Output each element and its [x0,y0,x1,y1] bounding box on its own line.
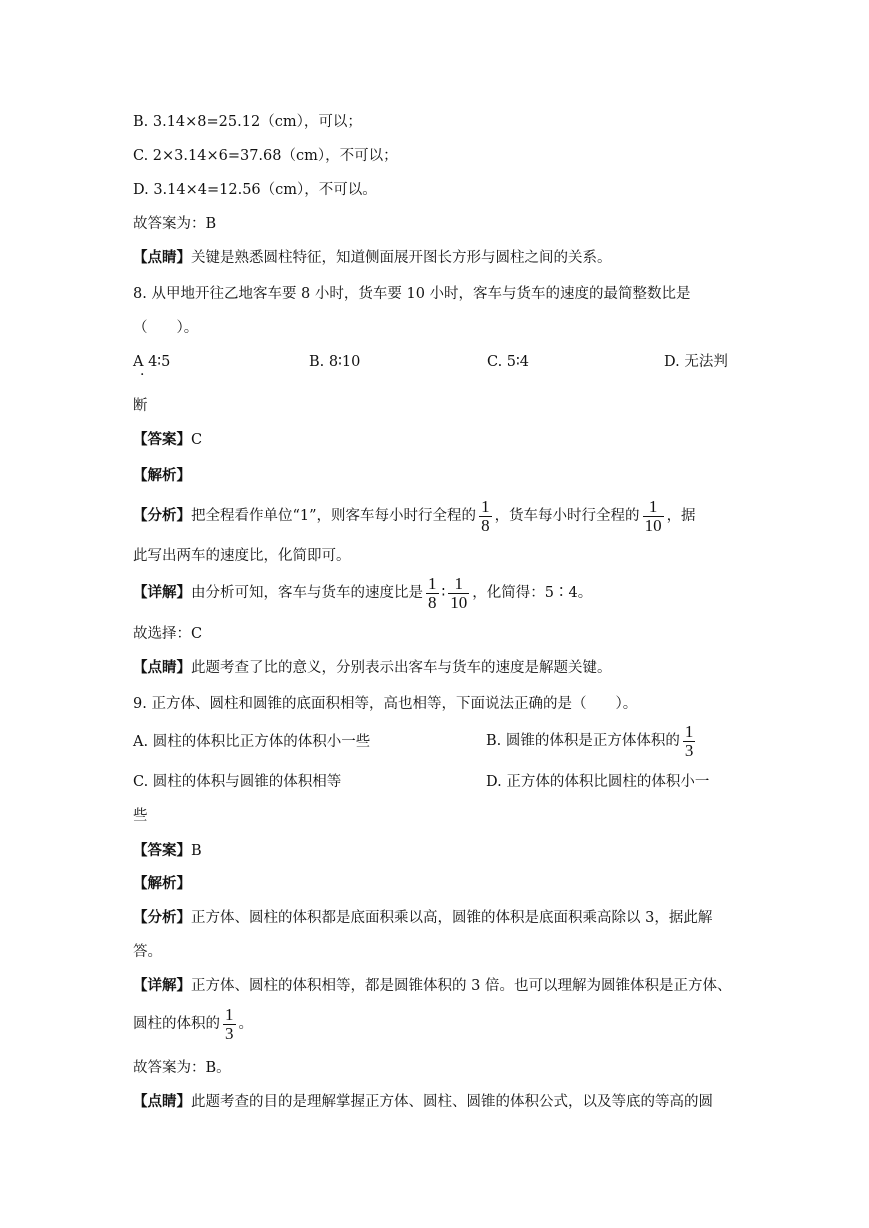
q9-dianjing [133,1092,713,1112]
q9-option-d-wrap: 些 [133,808,148,824]
q8-option-d-wrap: 断 [133,398,148,414]
fraction-numerator: 1 [448,575,469,594]
fenxi-text: 正方体、圆柱的体积都是底面积乘以高，圆锥的体积是底面积乘高除以 3，据此解 [191,910,713,926]
q8-jiexi [133,466,191,486]
answer-tag: 【答案】 [133,431,191,448]
dianjing-text: 此题考查的目的是理解掌握正方体、圆柱、圆锥的体积公式，以及等底的等高的圆 [191,1094,713,1110]
q8-fenxi-line2: 此写出两车的速度比，化简即可。 [133,548,351,564]
q7-option-b-calc: B. 3.14×8=25.12（cm），可以； [133,114,362,130]
fraction-1-8 [426,575,439,612]
q7-option-d-calc: D. 3.14×4=12.56（cm），不可以。 [133,182,377,198]
q7-option-c-calc: C. 2×3.14×6=37.68（cm），不可以； [133,148,398,164]
ratio-colon: ∶ [441,585,446,601]
q9-answer-line: 故答案为：B。 [133,1060,231,1076]
q8-answer [133,430,202,450]
xiangjie-text-2: ，化简得：5∶4。 [472,585,593,601]
q9-option-b-text: B. 圆锥的体积是正方体体积的 [486,733,680,749]
q7-answer-line: 故答案为：B [133,216,217,232]
q7-dianjing [133,248,612,268]
q8-dianjing [133,658,612,678]
dianjing-text: 关键是熟悉圆柱特征，知道侧面展开图长方形与圆柱之间的关系。 [191,250,612,266]
fraction-denominator: 10 [450,592,468,612]
xiangjie-text-1: 由分析可知，客车与货车的速度比是 [191,585,423,601]
q8-xiangjie [133,574,592,612]
dianjing-tag: 【点睛】 [133,249,191,266]
xiangjie-text-2: 圆柱的体积的 [133,1016,220,1032]
q8-stem-line2: （ ）。 [133,320,199,336]
fraction-1-3 [683,723,696,760]
q9-option-a: A. 圆柱的体积比正方体的体积小一些 [133,734,371,750]
fraction-numerator: 1 [481,496,490,516]
fraction-numerator: 1 [684,721,694,741]
q9-jiexi [133,874,191,894]
jiexi-tag: 【解析】 [133,875,191,892]
fenxi-tag: 【分析】 [133,909,191,926]
q9-stem: 9. 正方体、圆柱和圆锥的底面积相等，高也相等，下面说法正确的是（ ）。 [133,696,638,712]
q9-fenxi-line1 [133,908,712,928]
q9-option-c: C. 圆柱的体积与圆锥的体积相等 [133,774,342,790]
q8-choose-line: 故选择：C [133,626,203,642]
answer-tag: 【答案】 [133,842,191,859]
fraction-1-10 [448,575,469,612]
xiangjie-text: 正方体、圆柱的体积相等，都是圆锥体积的 3 倍。也可以理解为圆锥体积是正方体、 [191,978,732,994]
q9-answer [133,841,202,861]
q8-option-c: C. 5∶4 [487,354,530,370]
q9-xiangjie-line2 [133,1004,253,1044]
fraction-denominator: 8 [428,592,437,612]
answer-value: C [191,432,203,448]
q8-stem-line1: 8. 从甲地开往乙地客车要 8 小时，货车要 10 小时，客车与货车的速度的最简整数比是 [133,286,691,302]
fenxi-tag: 【分析】 [133,507,191,524]
xiangjie-tag: 【详解】 [133,977,191,994]
fenxi-text-3: ，据 [666,508,696,524]
xiangjie-text-3: 。 [238,1016,253,1032]
q8-fenxi-line1 [133,497,696,535]
fraction-numerator: 1 [428,573,437,593]
fraction-1-8 [479,498,492,535]
jiexi-tag: 【解析】 [133,467,191,484]
q9-xiangjie-line1 [133,976,731,996]
dianjing-tag: 【点睛】 [133,1093,191,1110]
q8-option-d: D. 无法判 [664,354,728,370]
fenxi-text-1: 把全程看作单位“1”，则客车每小时行全程的 [191,508,477,524]
q8-option-a-dot: · [140,367,145,383]
dianjing-tag: 【点睛】 [133,659,191,676]
q9-option-b [486,721,698,761]
fraction-denominator: 3 [684,740,694,760]
q8-option-a: A 4∶5 [133,354,171,370]
xiangjie-tag: 【详解】 [133,584,191,601]
fraction-denominator: 8 [481,515,490,535]
dianjing-text: 此题考查了比的意义，分别表示出客车与货车的速度是解题关键。 [191,660,612,676]
fraction-numerator: 1 [225,1004,234,1024]
fraction-denominator: 10 [644,515,662,535]
q9-option-d: D. 正方体的体积比圆柱的体积小一 [486,774,710,790]
q9-fenxi-line2: 答。 [133,944,162,960]
fenxi-text-2: ，货车每小时行全程的 [494,508,640,524]
fraction-1-3 [223,1006,236,1043]
answer-value: B [191,843,202,859]
q8-option-b: B. 8∶10 [309,354,361,370]
fraction-numerator: 1 [643,498,664,517]
fraction-1-10 [643,498,664,535]
fraction-denominator: 3 [225,1023,234,1043]
